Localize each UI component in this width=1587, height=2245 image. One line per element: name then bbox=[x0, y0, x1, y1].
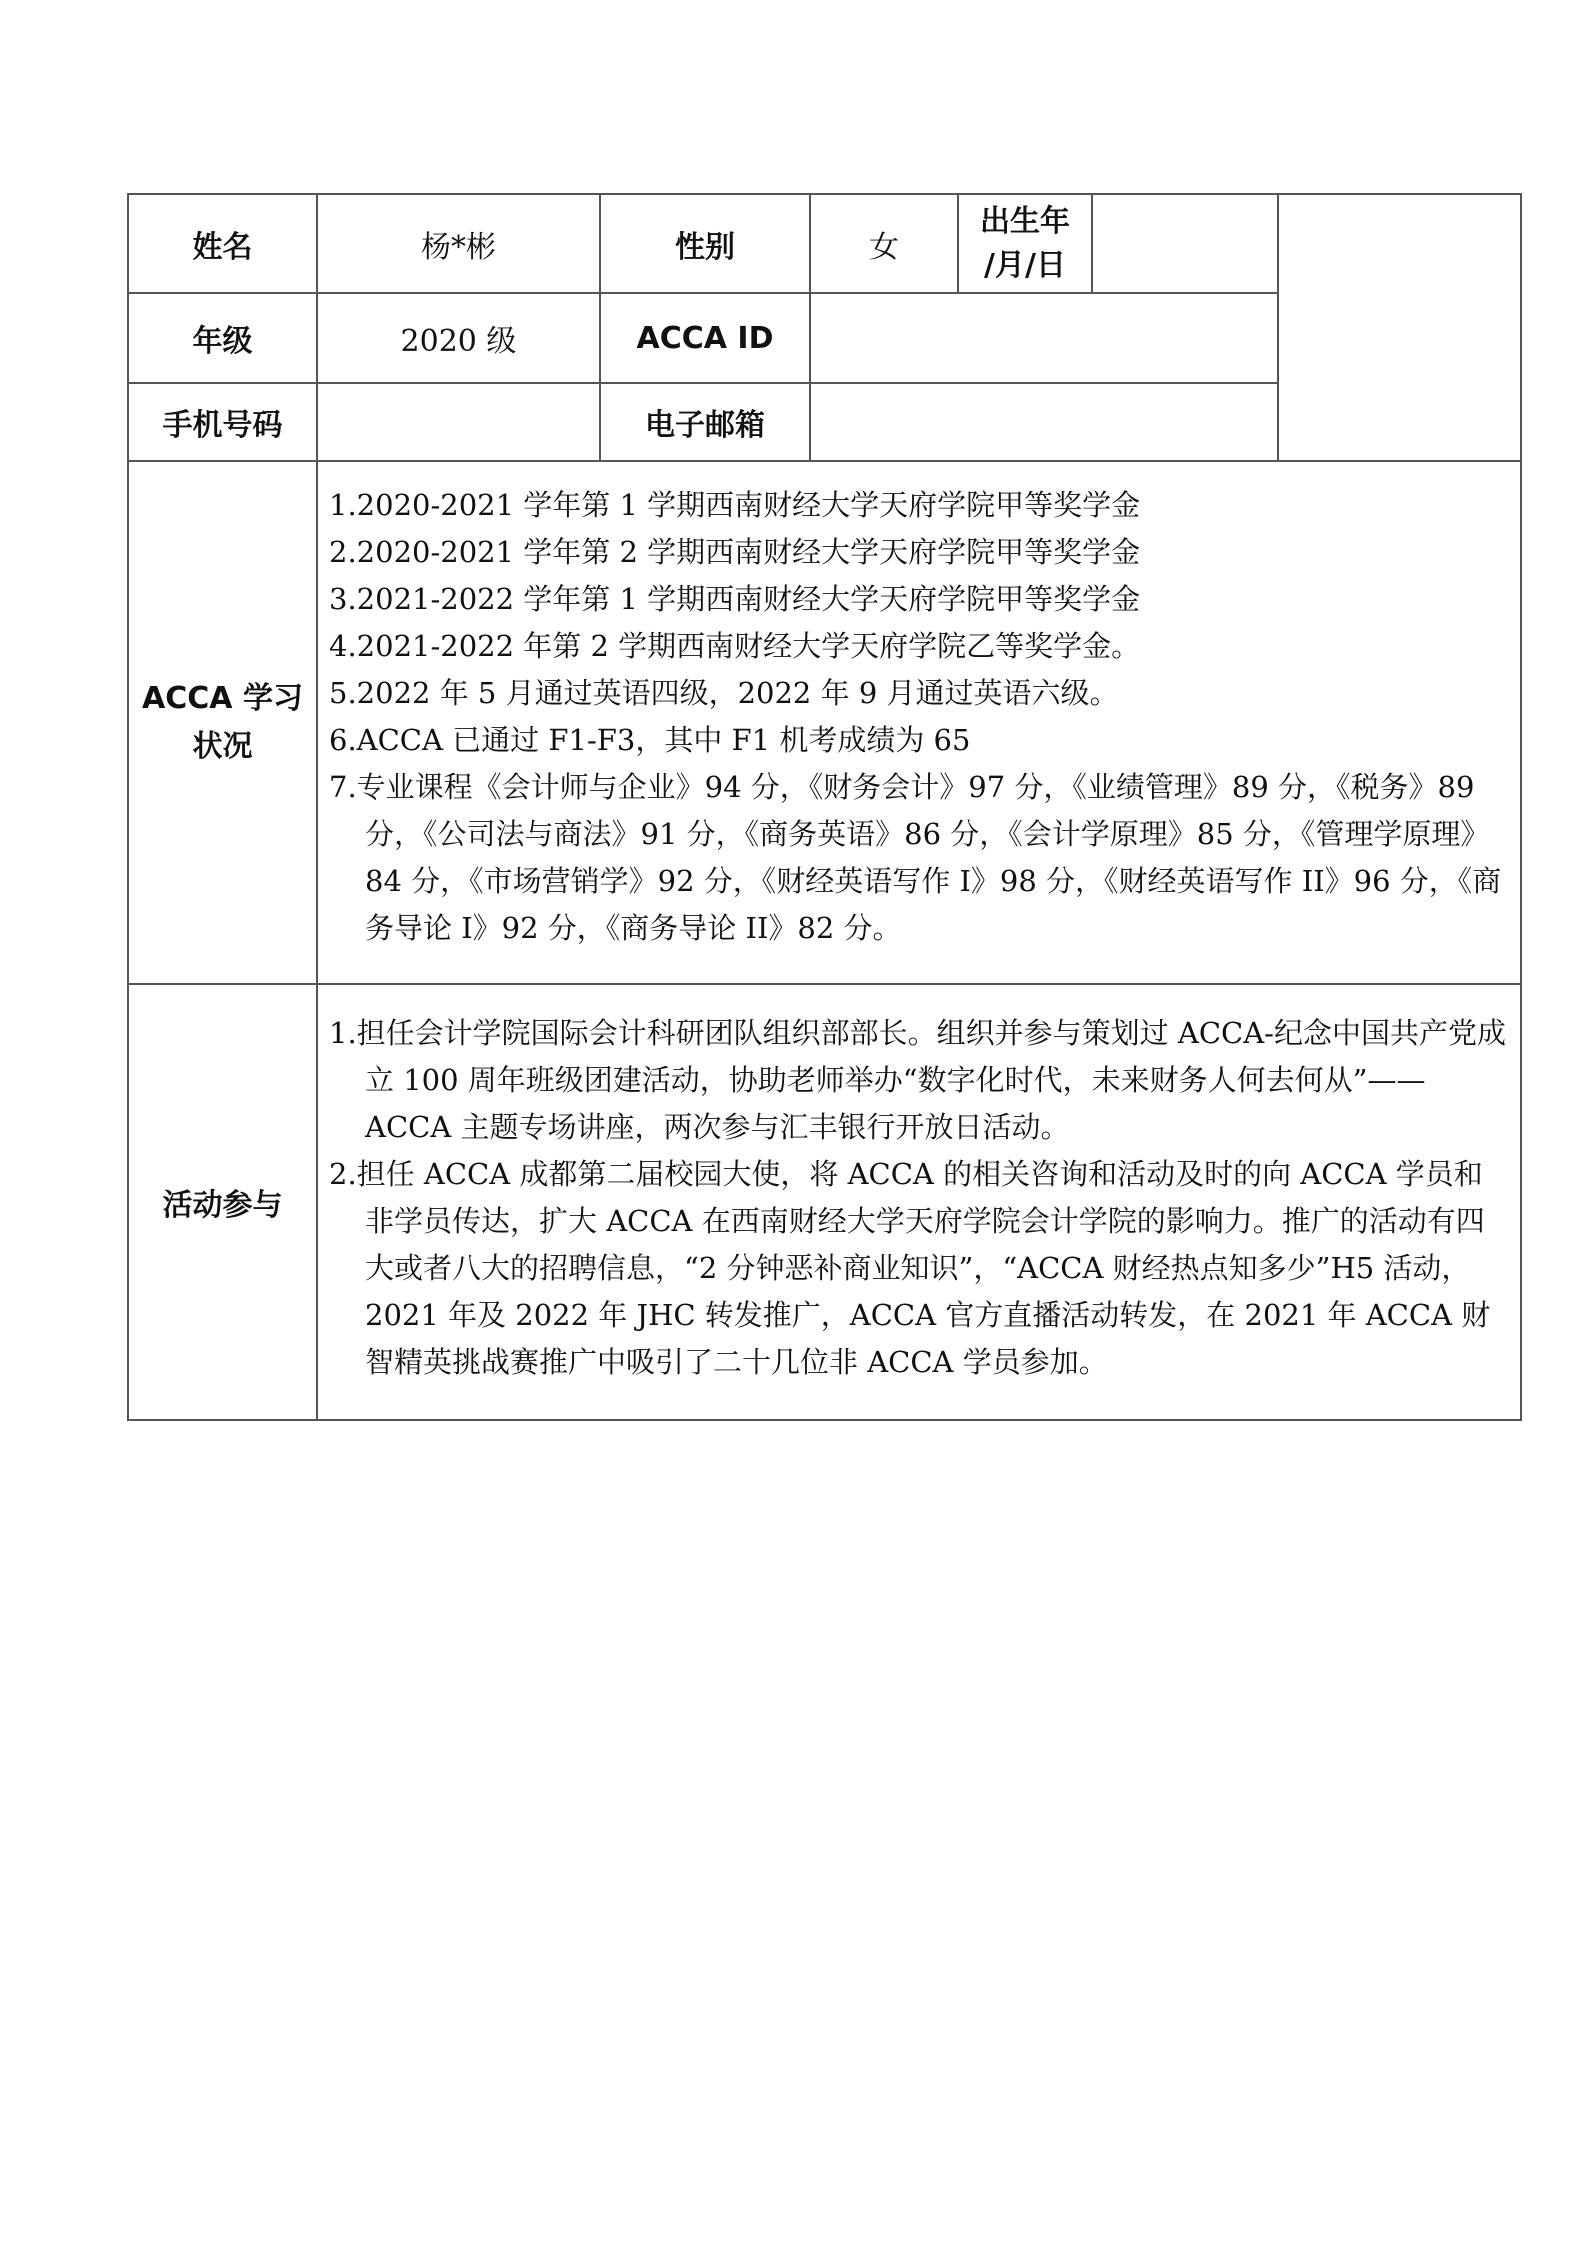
activities-list bbox=[329, 1010, 1509, 1386]
study-item: 1.2020-2021 学年第 1 学期西南财经大学天府学院甲等奖学金 bbox=[329, 488, 1141, 522]
birth-value bbox=[1093, 195, 1277, 292]
study-item: 6.ACCA 已通过 F1-F3，其中 F1 机考成绩为 65 bbox=[329, 723, 971, 757]
email-label: 电子邮箱 bbox=[645, 408, 765, 443]
study-label-line2: 状况 bbox=[192, 728, 253, 764]
study-item: 5.2022 年 5 月通过英语四级，2022 年 9 月通过英语六级。 bbox=[329, 676, 1119, 710]
study-label-line1: ACCA 学习 bbox=[142, 680, 303, 716]
activity-item: 2.担任 ACCA 成都第二届校园大使，将 ACCA 的相关咨询和活动及时的向 ACCA 学员和非学员传达，扩大 ACCA 在西南财经大学天府学院会计学院的影响力。推广的活动有四大或者八大的招聘信息，“2 分钟恶补商业知识”，“ACCA 财经热点知多少”H5 活动，2021 年及 2022 年 JHC 转发推广，ACCA 官方直播活动转发，在 2021 年 ACCA 财智精英挑战赛推广中吸引了二十几位非 ACCA 学员参加。 bbox=[329, 1157, 1491, 1379]
study-item: 4.2021-2022 年第 2 学期西南财经大学天府学院乙等奖学金。 bbox=[329, 629, 1141, 663]
grade-label: 年级 bbox=[192, 324, 253, 359]
study-list bbox=[329, 482, 1509, 952]
row-divider-3 bbox=[129, 460, 1520, 462]
study-label bbox=[129, 462, 316, 983]
birth-label bbox=[959, 195, 1091, 292]
email-value bbox=[811, 384, 1277, 460]
name-value: 杨*彬 bbox=[421, 229, 496, 265]
activities-label: 活动参与 bbox=[162, 1188, 283, 1223]
grade-value: 2020 级 bbox=[400, 324, 517, 359]
student-info-table bbox=[127, 193, 1522, 1421]
row-divider-4 bbox=[129, 983, 1520, 985]
acca-id-label: ACCA ID bbox=[636, 320, 774, 356]
study-item: 7.专业课程《会计师与企业》94 分，《财务会计》97 分，《业绩管理》89 分，《税务》89 分，《公司法与商法》91 分，《商务英语》86 分，《会计学原理》85 分，《管理学原理》84 分，《市场营销学》92 分，《财经英语写作 I》98 分，《财经英语写作 II》96 分，《商务导论 I》92 分，《商务导论 II》82 分。 bbox=[329, 770, 1502, 945]
gender-label: 性别 bbox=[675, 229, 735, 265]
birth-label-line1: 出生年 bbox=[980, 203, 1070, 239]
name-label: 姓名 bbox=[192, 229, 253, 265]
phone-value bbox=[318, 384, 599, 460]
study-item: 2.2020-2021 学年第 2 学期西南财经大学天府学院甲等奖学金 bbox=[329, 535, 1141, 569]
birth-label-line2: /月/日 bbox=[984, 247, 1066, 283]
photo-area bbox=[1279, 195, 1520, 460]
activity-item: 1.担任会计学院国际会计科研团队组织部部长。组织并参与策划过 ACCA-纪念中国共产党成立 100 周年班级团建活动，协助老师举办“数字化时代，未来财务人何去何从”——ACCA 主题专场讲座，两次参与汇丰银行开放日活动。 bbox=[329, 1016, 1506, 1144]
phone-label: 手机号码 bbox=[162, 408, 283, 443]
acca-id-value bbox=[811, 294, 1277, 382]
gender-value: 女 bbox=[869, 229, 899, 265]
study-item: 3.2021-2022 学年第 1 学期西南财经大学天府学院甲等奖学金 bbox=[329, 582, 1141, 616]
